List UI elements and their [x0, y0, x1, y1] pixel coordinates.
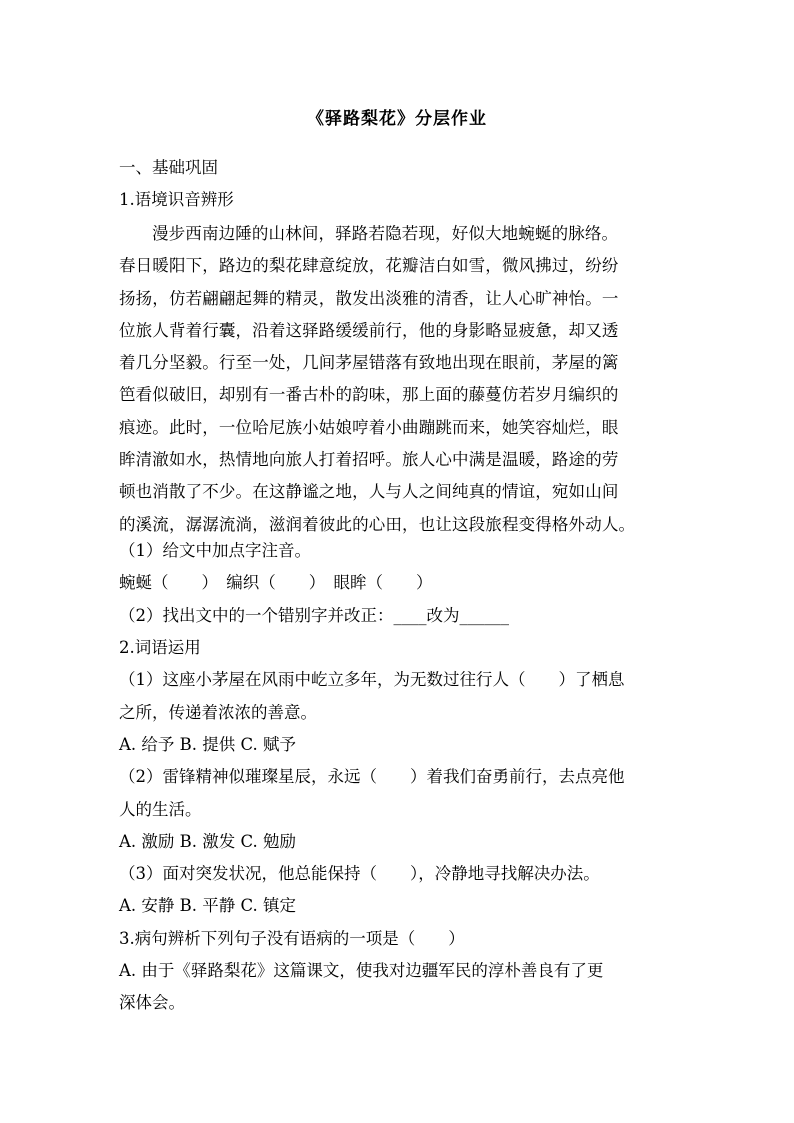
question-3-option-a: A. 由于《驿路梨花》这篇课文，使我对边疆军民的淳朴善良有了更: [119, 961, 604, 980]
question-2-3-options: A. 安静 B. 平静 C. 镇定: [119, 896, 297, 915]
page-title: 《驿路梨花》分层作业: [307, 109, 487, 129]
passage-line: 眸清澈如水，热情地向旅人打着招呼。旅人心中满是温暖，路途的劳: [119, 450, 619, 470]
question-2-heading: 2.词语运用: [119, 638, 201, 657]
question-3-option-a-cont: 深体会。: [119, 993, 185, 1012]
reading-passage: [119, 218, 679, 541]
section-heading: 一、基础巩固: [119, 158, 218, 177]
question-2-2-stem-cont: 人的生活。: [119, 800, 202, 819]
question-2-1-options: A. 给予 B. 提供 C. 赋予: [119, 735, 297, 754]
passage-line: 笆看似破旧，却别有一番古朴的韵味，那上面的藤蔓仿若岁月编织的: [119, 385, 619, 405]
sub-question-2: （2）找出文中的一个错别字并改正：____改为______: [119, 606, 509, 625]
question-2-1-stem: （1）这座小茅屋在风雨中屹立多年，为无数过往行人（ ）了栖息: [119, 670, 625, 689]
sub-question-1: （1）给文中加点字注音。: [119, 541, 311, 560]
passage-line: 漫步西南边陲的山林间，驿路若隐若现，好似大地蜿蜒的脉络。: [152, 224, 619, 243]
passage-line: 春日暖阳下，路边的梨花肆意绽放，花瓣洁白如雪，微风拂过，纷纷: [119, 256, 619, 276]
question-2-2-stem: （2）雷锋精神似璀璨星辰，永远（ ）着我们奋勇前行，去点亮他: [119, 767, 625, 786]
passage-line: 的溪流，潺潺流淌，滋润着彼此的心田，也让这段旅程变得格外动人。: [119, 514, 636, 534]
question-3-heading: 3.病句辨析下列句子没有语病的一项是（ ）: [119, 929, 465, 948]
question-2-3-stem: （3）面对突发状况，他总能保持（ ），冷静地寻找解决办法。: [119, 864, 600, 883]
passage-line: 扬扬，仿若翩翩起舞的精灵，散发出淡雅的清香，让人心旷神怡。一: [119, 288, 619, 308]
question-1-heading: 1.语境识音辨形: [119, 190, 234, 209]
passage-line: 痕迹。此时，一位哈尼族小姑娘哼着小曲蹦跳而来，她笑容灿烂，眼: [119, 417, 619, 437]
passage-line: 顿也消散了不少。在这静谧之地，人与人之间纯真的情谊，宛如山间: [119, 482, 619, 502]
passage-line: 位旅人背着行囊，沿着这驿路缓缓前行，他的身影略显疲惫，却又透: [119, 320, 619, 340]
question-2-1-stem-cont: 之所，传递着浓浓的善意。: [119, 703, 317, 722]
pinyin-blanks: 蜿蜒（ ） 编织（ ） 眼眸（ ）: [119, 573, 433, 592]
passage-line: 着几分坚毅。行至一处，几间茅屋错落有致地出现在眼前，茅屋的篱: [119, 353, 619, 373]
question-2-2-options: A. 激励 B. 激发 C. 勉励: [119, 832, 297, 851]
